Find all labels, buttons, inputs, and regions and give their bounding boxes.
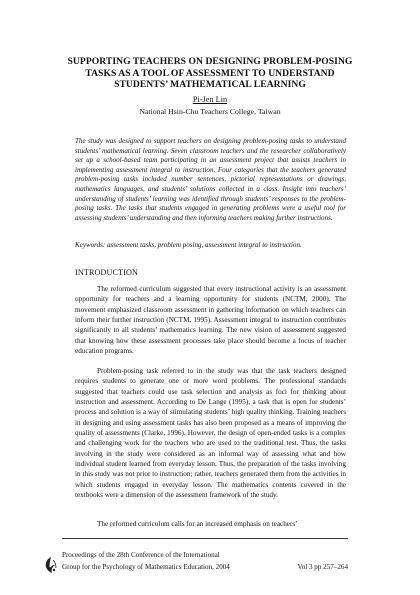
footer-proceedings-line1: Proceedings of the 28th Conference of the International [62,551,220,559]
body-paragraph-3: The reformed curriculum calls for an increased emphasis on teachers’ [97,520,298,528]
author-name: Pi-Jen Lin [192,95,228,104]
paper-title: SUPPORTING TEACHERS ON DESIGNING PROBLEM-POSING TASKS AS A TOOL OF ASSESSMENT TO UNDERSTAND STUDENTS’ MATHEMATICAL LEARNING [67,56,353,91]
body-paragraph-1: The reformed curriculum suggested that every instructional activity is an assessment opportunity for teachers and a learning opportunity for students (NCTM, 2000). The movement emphasized classroom assessment in gathering information on which teachers can inform their further instruction (NCTM, 1995). Assessment integral to instruction contributes significantly to all students’ mathematics learning. The new vision of assessment suggested that knowing how these assessment processes take place should become a focus of teacher education programs. [75,285,346,356]
keywords: Keywords: assessment tasks, problem posing, assessment integral to instruction. [75,241,302,249]
footer-proceedings-line2: Group for the Psychology of Mathematics Education, 2004 [62,563,230,571]
author-affiliation: National Hsin-Chu Teachers College, Taiwan [139,107,281,116]
body-paragraph-2: Problem-posing task referred to in the study was that the task teachers designed requires students to generate one or more word problems. The professional standards suggested that teachers could use task selection and analysis as foci for thinking about instruction and assessment. According to De Lange (1995), a task that is open for students’ process and solution is a way of stimulating students’ high quality thinking. Training teachers in designing and using assessment tasks has also been proposed as a means of improving the quality of assessments (Clarke, 1996). However, the design of open-ended tasks is a complex and challenging work for the teachers who are used to the traditional test. Thus, the tasks involving in the study were considered as an informal way of assessing what and how individual student learned from everyday lesson. Thus, the preparation of the tasks involving in this study was not prior to instruction; rather, teachers generated them from the activities in which students engaged in everyday lesson. The mathematics contents covered in the textbooks were a dimension of the assessment framework of the study. [75,367,346,500]
footer-volume-pages: Vol 3 pp 257–264 [297,563,348,571]
footer-divider [62,538,348,539]
section-heading: INTRODUCTION [75,268,139,277]
pme-logo-icon [44,556,58,574]
abstract: The study was designed to support teachers on designing problem-posing tasks to understand students’ mathematical learning. Seven classroom teachers and the researcher collaboratively set up a school-based team participating in an assessment project that assists teachers in implementing assessment integral to instruction. Four categories that the teachers generated problem-posing tasks included number sentences, pictorial representations or drawings, mathematics languages, and students’ solutions collected in a class. Insight into teachers’ understanding of students’ learning was identified through students’ responses to the problem-posing tasks. The tasks that students engaged in generating problems were a useful tool for assessing students’ understanding and then informing teachers making further instructions. [75,137,346,222]
